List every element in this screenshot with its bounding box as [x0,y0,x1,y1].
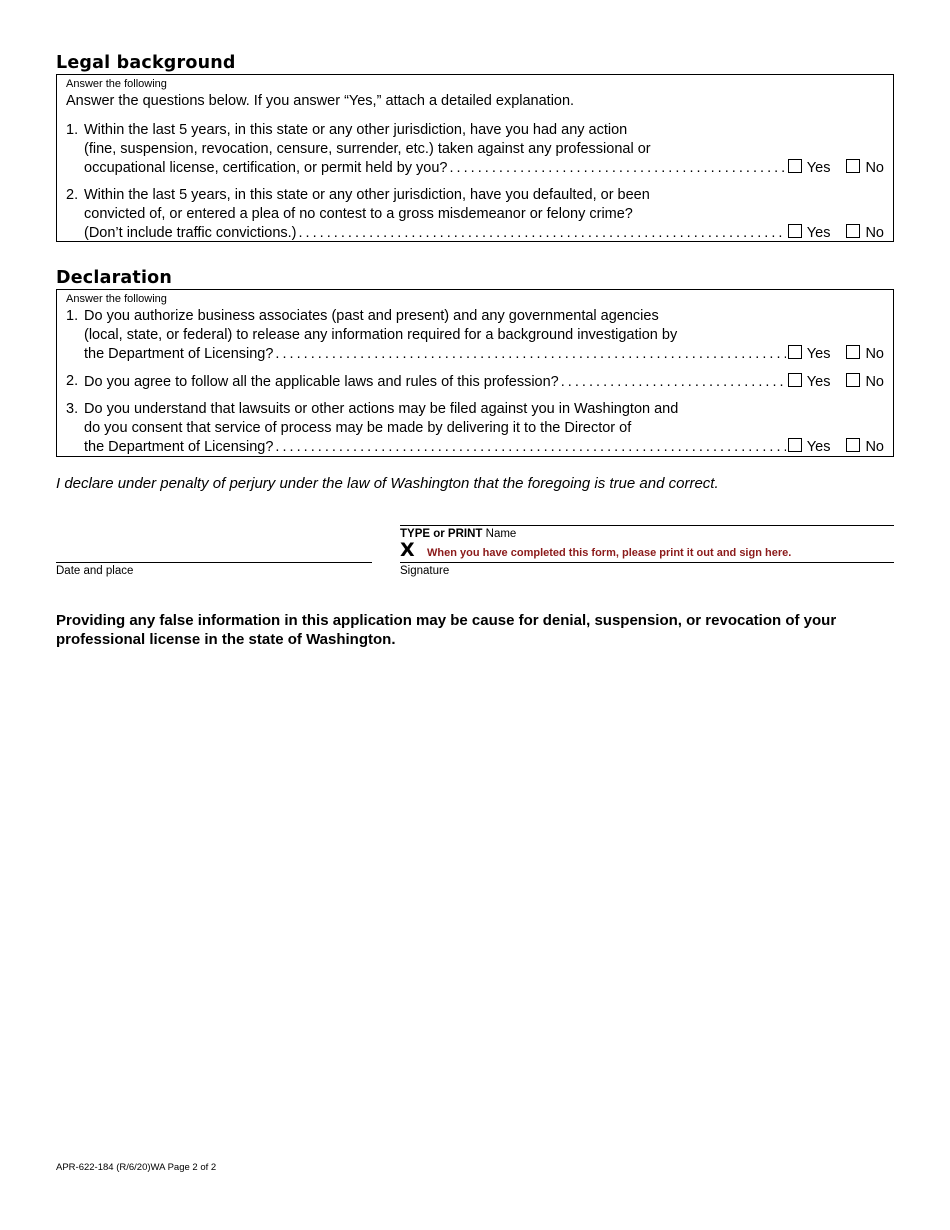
no-checkbox[interactable] [846,159,860,173]
declaration-hint: Answer the following [66,293,167,305]
perjury-statement: I declare under penalty of perjury under the law of Washington that the foregoing is true and correct. [56,475,719,492]
question-line: (local, state, or federal) to release any information required for a background investigation by [84,326,678,343]
no-checkbox[interactable] [846,224,860,238]
legal-question-1 [66,121,884,178]
declaration-box [56,289,894,457]
type-print-rest: Name [482,528,517,540]
question-line: Do you understand that lawsuits or other actions may be filed against you in Washington and [84,401,679,417]
question-line: (Don’t include traffic convictions.) [84,225,297,241]
declaration-question-3 [66,400,884,457]
question-number: 2. [66,187,79,203]
question-number: 1. [66,308,79,324]
dot-leader [561,373,786,392]
question-line: (fine, suspension, revocation, censure, surrender, etc.) taken against any professional or [84,140,651,157]
no-label: No [865,160,884,176]
no-checkbox[interactable] [846,438,860,452]
question-line: Within the last 5 years, in this state or any other jurisdiction, have you had any action [84,122,628,138]
legal-background-title: Legal background [56,53,236,73]
yes-checkbox[interactable] [788,224,802,238]
yes-label: Yes [806,439,831,455]
question-line: the Department of Licensing? [84,439,274,455]
dot-leader [275,438,785,457]
yes-checkbox[interactable] [788,373,802,387]
sign-x-mark: X [400,539,415,561]
yes-checkbox[interactable] [788,159,802,173]
question-line: occupational license, certification, or permit held by you? [84,160,448,176]
yes-label: Yes [806,374,831,390]
question-line: Do you authorize business associates (past and present) and any governmental agencies [84,308,659,324]
dot-leader [299,224,786,243]
false-information-warning: Providing any false information in this application may be cause for denial, suspension, or revocation of your professional license in the state of Washington. [56,612,837,648]
question-line: Do you agree to follow all the applicable laws and rules of this profession? [84,374,559,390]
signature-label: Signature [400,565,450,577]
date-place-line[interactable] [56,562,372,563]
yes-no-group [788,158,884,178]
yes-no-group [788,437,884,457]
legal-intro: Answer the questions below. If you answer “Yes,” attach a detailed explanation. [66,93,575,109]
no-label: No [865,374,884,390]
question-number: 1. [66,122,79,138]
yes-no-group [788,372,884,392]
yes-checkbox[interactable] [788,345,802,359]
no-checkbox[interactable] [846,345,860,359]
declaration-title: Declaration [56,268,173,288]
signature-line[interactable] [400,562,894,563]
name-line [400,525,894,526]
date-place-label: Date and place [56,565,134,577]
question-number: 3. [66,401,79,417]
no-label: No [865,346,884,362]
declaration-question-2 [66,372,884,392]
yes-label: Yes [806,225,831,241]
sign-here-note: When you have completed this form, please print it out and sign here. [427,547,792,559]
question-number: 2. [66,373,79,389]
form-footer: APR-622-184 (R/6/20)WA Page 2 of 2 [56,1162,217,1173]
legal-question-2 [66,186,884,243]
type-print-name-label [400,528,516,540]
dot-leader [450,159,786,178]
yes-checkbox[interactable] [788,438,802,452]
type-print-bold: TYPE or PRINT [400,528,483,540]
no-label: No [865,225,884,241]
no-checkbox[interactable] [846,373,860,387]
declaration-question-1 [66,307,884,364]
dot-leader [275,345,785,364]
yes-no-group [788,344,884,364]
question-line: do you consent that service of process may be made by delivering it to the Director of [84,419,632,436]
legal-hint: Answer the following [66,78,167,90]
question-line: the Department of Licensing? [84,346,274,362]
yes-label: Yes [806,346,831,362]
no-label: No [865,439,884,455]
legal-background-box [56,74,894,242]
question-line: Within the last 5 years, in this state or any other jurisdiction, have you defaulted, or been [84,187,650,203]
question-line: convicted of, or entered a plea of no contest to a gross misdemeanor or felony crime? [84,205,633,222]
yes-label: Yes [806,160,831,176]
yes-no-group [788,223,884,243]
